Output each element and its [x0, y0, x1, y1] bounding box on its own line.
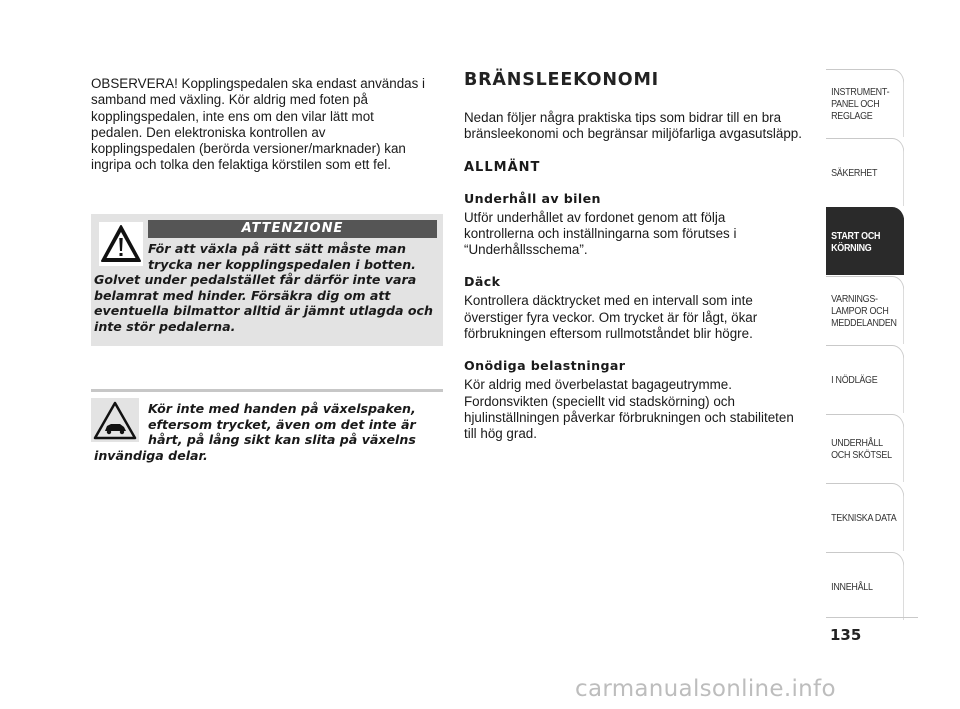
paragraph-line: till hög grad. — [464, 426, 537, 442]
paragraph-line: “Underhållsschema”. — [464, 242, 588, 258]
fuel-economy-section — [464, 70, 814, 443]
warning-line: trycka ner kopplingspedalen i botten. — [148, 256, 416, 272]
tab-label: START OCH — [831, 229, 881, 242]
note-line: kopplingspedalen (berörda versioner/marknader) kan — [91, 141, 406, 157]
tab-label: REGLAGE — [831, 109, 873, 122]
maintenance-heading: Underhåll av bilen — [464, 190, 601, 206]
caution-line: hårt, på lång sikt kan slita på växelns — [148, 432, 416, 448]
warning-line: belamrat med hinder. Försäkra dig om att — [94, 287, 391, 303]
general-heading: ALLMÄNT — [464, 159, 541, 175]
warning-line: Golvet under pedalstället får därför inte vara — [94, 272, 417, 288]
tab-label: INNEHÅLL — [831, 580, 873, 593]
tab-emergency[interactable] — [826, 345, 904, 413]
paragraph-line: Kör aldrig med överbelastat bagageutrymme. — [464, 377, 732, 393]
note-line: samband med växling. Kör aldrig med foten på — [91, 92, 368, 108]
unnecessary-loads-paragraph — [464, 377, 814, 442]
tab-starting-driving[interactable] — [826, 207, 904, 275]
tab-label: I NÖDLÄGE — [831, 373, 878, 386]
caution-separator — [91, 389, 443, 392]
page-number: 135 — [830, 626, 862, 644]
tab-label: MEDDELANDEN — [831, 316, 897, 329]
paragraph-line: överstiger fyra veckor. Om trycket är för lågt, ökar — [464, 309, 758, 325]
tab-label: VARNINGS- — [831, 292, 878, 305]
tyres-paragraph — [464, 293, 814, 342]
note-line: pedalen. Den elektroniska kontrollen av — [91, 124, 326, 140]
section-title: BRÄNSLEEKONOMI — [464, 70, 659, 90]
tab-label: PANEL OCH — [831, 97, 880, 110]
tab-contents[interactable] — [826, 552, 904, 620]
paragraph-line: Kontrollera däcktrycket med en intervall som inte — [464, 293, 753, 309]
tab-maintenance-care[interactable] — [826, 414, 904, 482]
tab-technical-data[interactable] — [826, 483, 904, 551]
paragraph-line: hjulinställningen påverkar förbrukningen och stabiliteten — [464, 409, 794, 425]
watermark: carmanualsonline.info — [575, 676, 836, 702]
note-line: kopplingspedalen, inte ens om den vilar lätt mot — [91, 108, 374, 124]
intro-line: bränsleekonomi och begränsar miljöfarliga avgasutsläpp. — [464, 126, 802, 142]
tab-label: TEKNISKA DATA — [831, 511, 897, 524]
maintenance-paragraph — [464, 210, 814, 259]
attenzione-warning-box — [91, 214, 443, 346]
warning-line: eventuella bilmattor alltid är jämnt utlagda och — [94, 303, 433, 319]
paragraph-line: Fordonsvikten (speciellt vid stadskörning) och — [464, 393, 735, 409]
paragraph-line: kontrollerna och inställningarna som förutses i — [464, 225, 737, 241]
tab-warning-lights[interactable] — [826, 276, 904, 344]
unnecessary-loads-heading: Onödiga belastningar — [464, 358, 626, 374]
caution-text — [94, 401, 440, 463]
tab-instrument-panel[interactable] — [826, 69, 904, 137]
tab-label: INSTRUMENT- — [831, 85, 890, 98]
caution-line: eftersom trycket, även om det inte är — [148, 416, 416, 432]
tab-label: LAMPOR OCH — [831, 304, 889, 317]
tyres-heading: Däck — [464, 274, 501, 290]
intro-line: Nedan följer några praktiska tips som bidrar till en bra — [464, 110, 782, 125]
tabs-bottom-line — [826, 617, 918, 618]
paragraph-line: Utför underhållet av fordonet genom att följa — [464, 209, 726, 225]
warning-line: För att växla på rätt sätt måste man — [148, 241, 406, 256]
attenzione-header: ATTENZIONE — [148, 220, 437, 238]
observera-text — [91, 76, 443, 174]
paragraph-line: förbrukningen eftersom rullmotståndet blir högre. — [464, 326, 753, 342]
attenzione-text — [94, 241, 440, 335]
observera-note — [91, 76, 443, 174]
note-line: OBSERVERA! Kopplingspedalen ska endast användas i — [91, 76, 425, 91]
tab-label: UNDERHÅLL — [831, 436, 883, 449]
intro-paragraph — [464, 110, 814, 143]
note-line: ingripa och tolka den felaktiga körstilen som ett fel. — [91, 157, 391, 173]
tab-safety[interactable] — [826, 138, 904, 206]
caution-line: invändiga delar. — [94, 447, 208, 463]
caution-line: Kör inte med handen på växelspaken, — [148, 401, 416, 416]
tab-label: OCH SKÖTSEL — [831, 448, 892, 461]
tab-label: KÖRNING — [831, 241, 872, 254]
tab-label: SÄKERHET — [831, 166, 878, 179]
warning-line: inte stör pedalerna. — [94, 318, 236, 334]
